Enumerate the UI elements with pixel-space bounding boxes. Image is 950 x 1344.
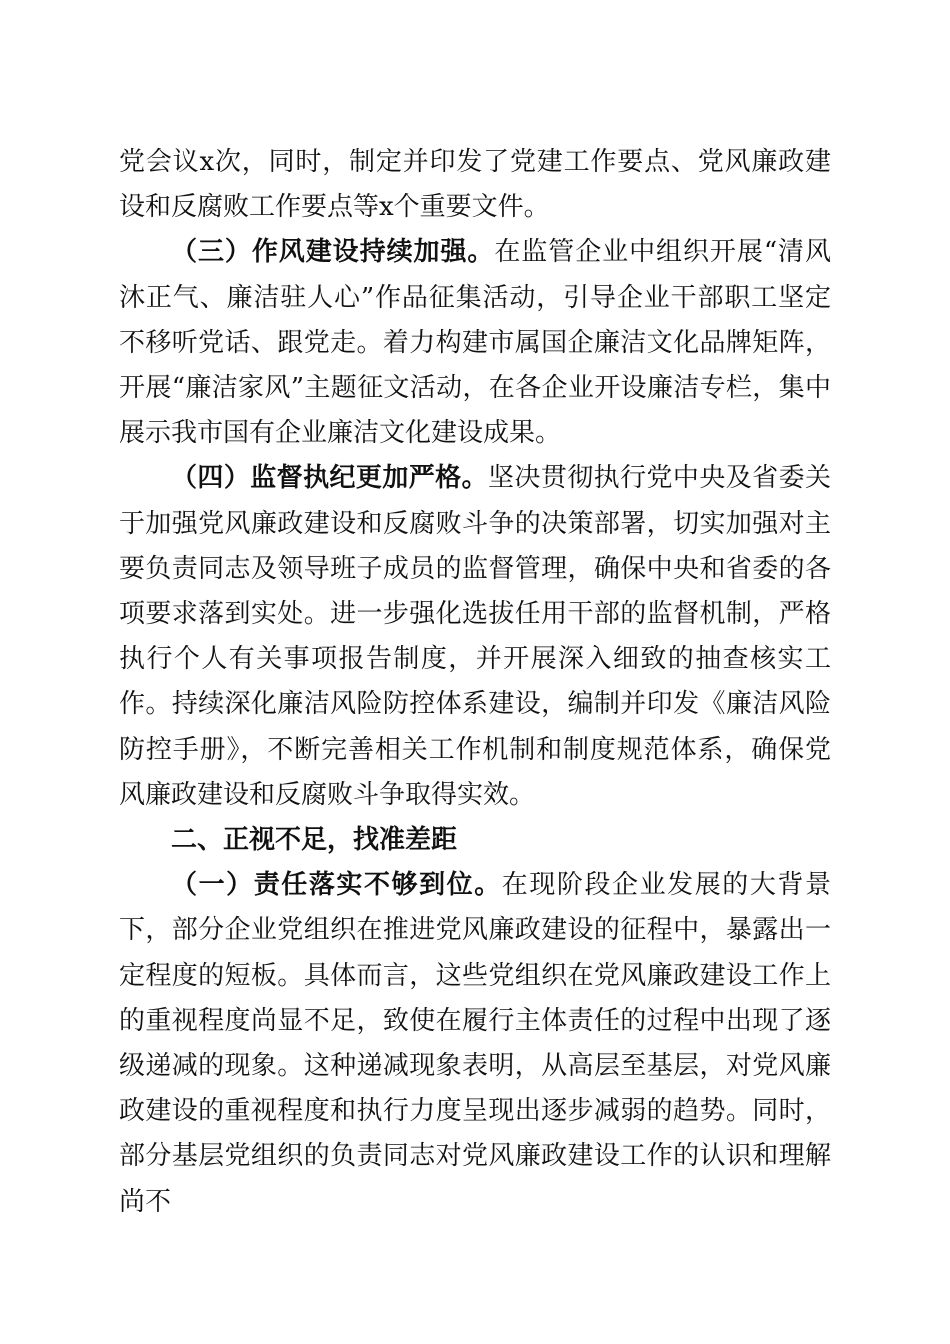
section-3-paragraph <box>119 230 831 456</box>
paragraph-text: 在现阶段企业发展的大背景下，部分企业党组织在推进党风廉政建设的征程中，暴露出一定程度的短板。具体而言，这些党组织在党风廉政建设工作上的重视程度尚显不足，致使在履行主体责任的过程中出现了逐级递减的现象。这种递减现象表明，从高层至基层，对党风廉政建设的重视程度和执行力度呈现出逐步减弱的趋势。同时，部分基层党组织的负责同志对党风廉政建设工作的认识和理解尚不 <box>119 870 831 1217</box>
heading-text: 二、正视不足，找准差距 <box>171 825 458 856</box>
section-3-lead: （三）作风建设持续加强。 <box>171 237 495 268</box>
section-1-paragraph <box>119 863 831 1225</box>
document-body <box>119 140 831 1225</box>
paragraph-text: 党会议x次，同时，制定并印发了党建工作要点、党风廉政建设和反腐败工作要点等x个重要文件。 <box>119 147 831 223</box>
section-4-lead: （四）监督执纪更加严格。 <box>171 463 488 494</box>
section-4-paragraph <box>119 456 831 818</box>
paragraph-text: 在监管企业中组织开展“清风沐正气、廉洁驻人心”作品征集活动，引导企业干部职工坚定不移听党话、跟党走。着力构建市属国企廉洁文化品牌矩阵，开展“廉洁家风”主题征文活动，在各企业开设廉洁专栏，集中展示我市国有企业廉洁文化建设成果。 <box>119 237 831 449</box>
section-1-lead: （一）责任落实不够到位。 <box>171 870 502 901</box>
continuation-paragraph <box>119 140 831 230</box>
chapter-heading <box>119 818 831 863</box>
paragraph-text: 坚决贯彻执行党中央及省委关于加强党风廉政建设和反腐败斗争的决策部署，切实加强对主要负责同志及领导班子成员的监督管理，确保中央和省委的各项要求落到实处。进一步强化选拔任用干部的监督机制，严格执行个人有关事项报告制度，并开展深入细致的抽查核实工作。持续深化廉洁风险防控体系建设，编制并印发《廉洁风险防控手册》，不断完善相关工作机制和制度规范体系，确保党风廉政建设和反腐败斗争取得实效。 <box>119 463 831 810</box>
